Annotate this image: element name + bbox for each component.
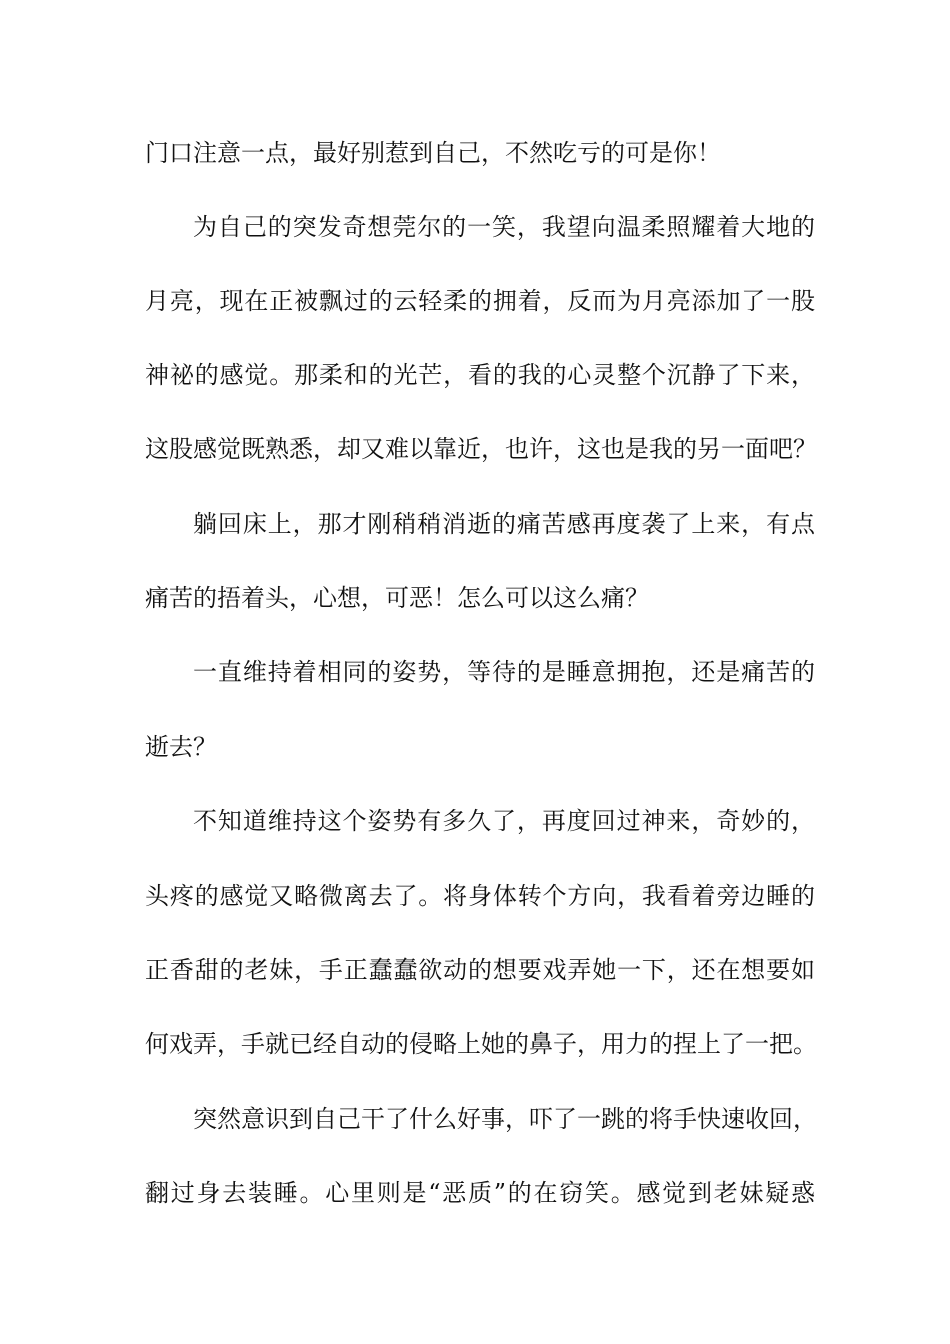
- text-line-13: 何戏弄，手就已经自动的侵略上她的鼻子，用力的捏上了一把。: [145, 1030, 817, 1058]
- text-line-2: 为自己的突发奇想莞尔的一笑，我望向温柔照耀着大地的: [193, 213, 815, 241]
- text-line-15: 翻过身去装睡。心里则是“恶质”的在窃笑。感觉到老妹疑惑: [145, 1179, 815, 1207]
- text-line-5: 这股感觉既熟悉，却又难以靠近，也许，这也是我的另一面吧？: [145, 435, 817, 463]
- text-line-10: 不知道维持这个姿势有多久了，再度回过神来，奇妙的，: [193, 807, 815, 835]
- text-line-8: 一直维持着相同的姿势，等待的是睡意拥抱，还是痛苦的: [193, 658, 815, 686]
- text-line-1: 门口注意一点，最好别惹到自己，不然吃亏的可是你！: [145, 139, 721, 167]
- text-line-6: 躺回床上，那才刚稍稍消逝的痛苦感再度袭了上来，有点: [193, 510, 815, 538]
- text-line-3: 月亮，现在正被飘过的云轻柔的拥着，反而为月亮添加了一股: [145, 287, 815, 315]
- text-line-7: 痛苦的捂着头，心想，可恶！怎么可以这么痛？: [145, 584, 649, 612]
- text-line-11: 头疼的感觉又略微离去了。将身体转个方向，我看着旁边睡的: [145, 882, 815, 910]
- text-line-4: 神祕的感觉。那柔和的光芒，看的我的心灵整个沉静了下来，: [145, 361, 815, 389]
- text-line-9: 逝去？: [145, 733, 217, 761]
- text-line-14: 突然意识到自己干了什么好事，吓了一跳的将手快速收回，: [193, 1105, 817, 1133]
- text-line-12: 正香甜的老妹，手正蠢蠢欲动的想要戏弄她一下，还在想要如: [145, 956, 815, 984]
